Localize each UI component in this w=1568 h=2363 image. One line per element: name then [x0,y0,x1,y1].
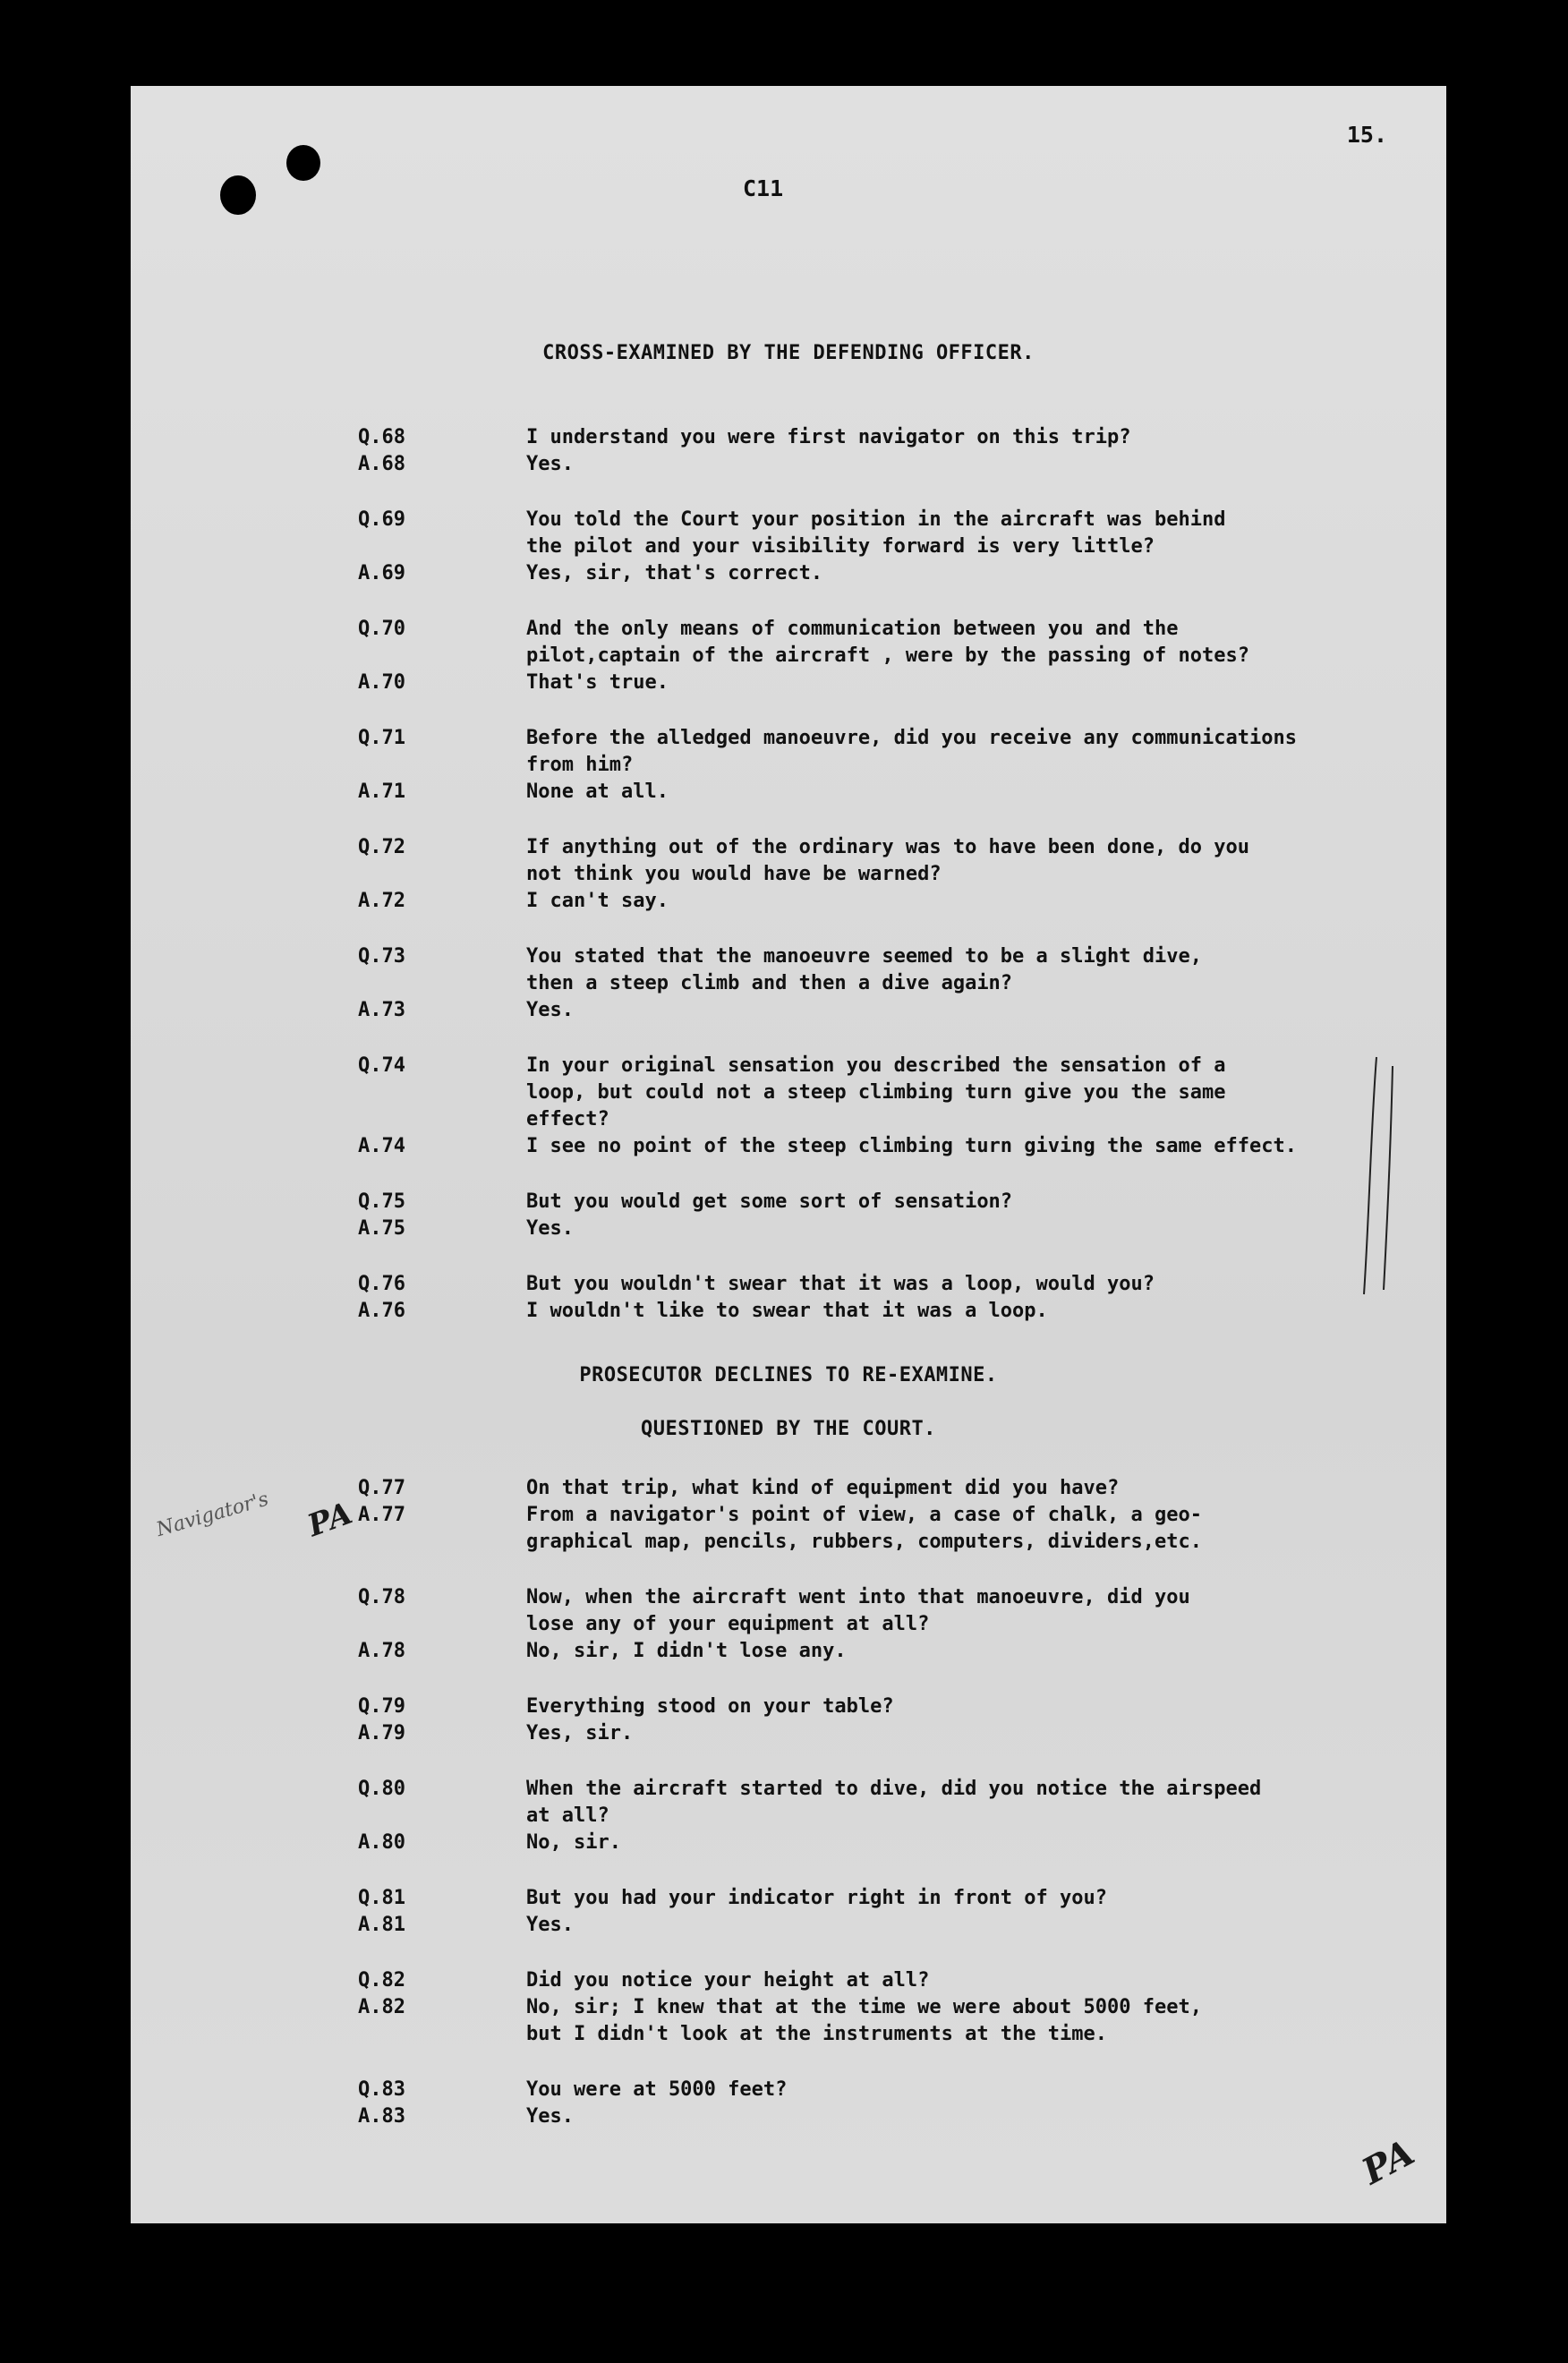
qa-text: No, sir; I knew that at the time we were about 5000 feet, [526,1996,1202,2018]
answer-row [131,1216,1446,1242]
spacer [131,1939,1446,1967]
spacer [131,2048,1446,2077]
answer-row [131,670,1446,696]
spacer [131,696,1446,725]
margin-pencil-marks [1357,1053,1410,1303]
qa-number: Q.71 [358,727,405,749]
qa-number: A.70 [358,671,405,694]
qa-text: Yes, sir. [526,1722,634,1745]
qa-number: A.73 [358,999,405,1021]
qa-number: A.79 [358,1722,405,1745]
question-row [131,1611,1446,1638]
spacer [131,1024,1446,1053]
answer-row [131,560,1446,587]
question-row [131,424,1446,451]
qa-number: Q.75 [358,1190,405,1213]
qa-number: A.72 [358,890,405,912]
qa-number: A.78 [358,1640,405,1662]
heading-questioned-by-court: QUESTIONED BY THE COURT. [641,1418,936,1440]
qa-number: Q.76 [358,1273,405,1295]
question-row [131,1271,1446,1298]
qa-text: pilot,captain of the aircraft , were by the passing of notes? [526,644,1249,667]
qa-text: Yes. [526,453,574,475]
qa-number: A.74 [358,1135,405,1157]
qa-number: A.75 [358,1217,405,1240]
qa-text: Did you notice your height at all? [526,1969,930,1992]
question-row [131,1106,1446,1133]
answer-row [131,997,1446,1024]
qa-text: You were at 5000 feet? [526,2078,788,2101]
qa-number: A.83 [358,2105,405,2128]
question-row [131,1967,1446,1994]
qa-number: Q.79 [358,1695,405,1718]
question-row [131,725,1446,752]
qa-number: A.69 [358,562,405,584]
answer-row [131,1720,1446,1747]
qa-number: Q.81 [358,1887,405,1909]
question-row [131,861,1446,888]
qa-text: Now, when the aircraft went into that manoeuvre, did you [526,1586,1190,1608]
qa-number: A.71 [358,781,405,803]
qa-number: Q.68 [358,426,405,448]
qa-text: at all? [526,1804,609,1827]
handwritten-initials: PA [303,1495,357,1545]
qa-text: lose any of your equipment at all? [526,1613,930,1635]
margin-handwritten-note: Navigator's [154,1488,271,1542]
document-page [131,86,1446,2223]
qa-text: On that trip, what kind of equipment did you have? [526,1477,1120,1499]
qa-number: A.82 [358,1996,405,2018]
answer-row [131,1830,1446,1856]
qa-number: A.80 [358,1831,405,1854]
punch-hole [220,175,256,215]
qa-number: Q.78 [358,1586,405,1608]
qa-text: loop, but could not a steep climbing turn give you the same [526,1081,1226,1104]
serial-number: C11 [743,175,784,201]
question-row [131,1053,1446,1079]
spacer [131,478,1446,507]
qa-text: Yes, sir, that's correct. [526,562,823,584]
punch-hole [286,145,320,181]
qa-text: I understand you were first navigator on this trip? [526,426,1131,448]
spacer [131,806,1446,834]
qa-text: Yes. [526,1217,574,1240]
question-row [131,943,1446,970]
answer-row [131,1912,1446,1939]
qa-number: Q.72 [358,836,405,858]
cross-examination-block [131,424,1446,1325]
qa-text: No, sir. [526,1831,621,1854]
qa-text: But you had your indicator right in front of you? [526,1887,1108,1909]
question-row [131,533,1446,560]
qa-text: In your original sensation you described the sensation of a [526,1054,1226,1077]
qa-number: Q.74 [358,1054,405,1077]
qa-text: Yes. [526,1914,574,1936]
qa-text: Yes. [526,999,574,1021]
answer-row [131,1298,1446,1325]
qa-text: Yes. [526,2105,574,2128]
qa-text: But you would get some sort of sensation? [526,1190,1013,1213]
question-row [131,1885,1446,1912]
question-row [131,1776,1446,1803]
qa-number: Q.83 [358,2078,405,2101]
qa-text: Everything stood on your table? [526,1695,894,1718]
question-row [131,752,1446,779]
qa-text: No, sir, I didn't lose any. [526,1640,847,1662]
spacer [131,1665,1446,1693]
heading-prosecutor: PROSECUTOR DECLINES TO RE-EXAMINE. [579,1364,998,1386]
heading-cross-examined: CROSS-EXAMINED BY THE DEFENDING OFFICER. [542,342,1035,364]
spacer [131,915,1446,943]
qa-text: I wouldn't like to swear that it was a loop. [526,1300,1048,1322]
qa-text: then a steep climb and then a dive again? [526,972,1013,994]
qa-number: Q.73 [358,945,405,968]
qa-text: from him? [526,754,634,776]
qa-text: None at all. [526,781,669,803]
qa-number: A.77 [358,1504,405,1526]
answer-row [131,451,1446,478]
question-row [131,1189,1446,1216]
question-row [131,1584,1446,1611]
answer-row [131,2021,1446,2048]
qa-number: Q.69 [358,508,405,531]
question-row [131,1693,1446,1720]
qa-text: the pilot and your visibility forward is very little? [526,535,1155,558]
qa-text: Before the alledged manoeuvre, did you receive any communications [526,727,1297,749]
qa-number: A.76 [358,1300,405,1322]
qa-text: That's true. [526,671,669,694]
question-row [131,1079,1446,1106]
qa-text: But you wouldn't swear that it was a loop, would you? [526,1273,1155,1295]
handwritten-initials: PA [1355,2131,1421,2193]
question-row [131,1475,1446,1502]
qa-number: A.68 [358,453,405,475]
qa-text: but I didn't look at the instruments at the time. [526,2023,1108,2045]
question-row [131,616,1446,643]
answer-row [131,1994,1446,2021]
question-row [131,970,1446,997]
answer-row [131,779,1446,806]
qa-text: effect? [526,1108,609,1130]
qa-number: Q.70 [358,618,405,640]
spacer [131,1856,1446,1885]
qa-text: If anything out of the ordinary was to have been done, do you [526,836,1249,858]
qa-text: not think you would have be warned? [526,863,942,885]
qa-text: graphical map, pencils, rubbers, computers, dividers,etc. [526,1531,1202,1553]
qa-text: And the only means of communication between you and the [526,618,1179,640]
question-row [131,2077,1446,2103]
spacer [131,1556,1446,1584]
page-number: 15. [1346,122,1387,148]
court-questions-block [131,1475,1446,2130]
qa-text: From a navigator's point of view, a case of chalk, a geo- [526,1504,1202,1526]
qa-text: When the aircraft started to dive, did you notice the airspeed [526,1778,1262,1800]
question-row [131,507,1446,533]
question-row [131,834,1446,861]
spacer [131,1747,1446,1776]
question-row [131,643,1446,670]
answer-row [131,888,1446,915]
spacer [131,1160,1446,1189]
qa-number: Q.82 [358,1969,405,1992]
qa-text: You stated that the manoeuvre seemed to be a slight dive, [526,945,1202,968]
qa-number: A.81 [358,1914,405,1936]
answer-row [131,2103,1446,2130]
question-row [131,1803,1446,1830]
qa-text: You told the Court your position in the aircraft was behind [526,508,1226,531]
answer-row [131,1638,1446,1665]
spacer [131,1242,1446,1271]
qa-text: I see no point of the steep climbing turn giving the same effect. [526,1135,1297,1157]
qa-text: I can't say. [526,890,669,912]
qa-number: Q.77 [358,1477,405,1499]
spacer [131,587,1446,616]
answer-row [131,1133,1446,1160]
qa-number: Q.80 [358,1778,405,1800]
